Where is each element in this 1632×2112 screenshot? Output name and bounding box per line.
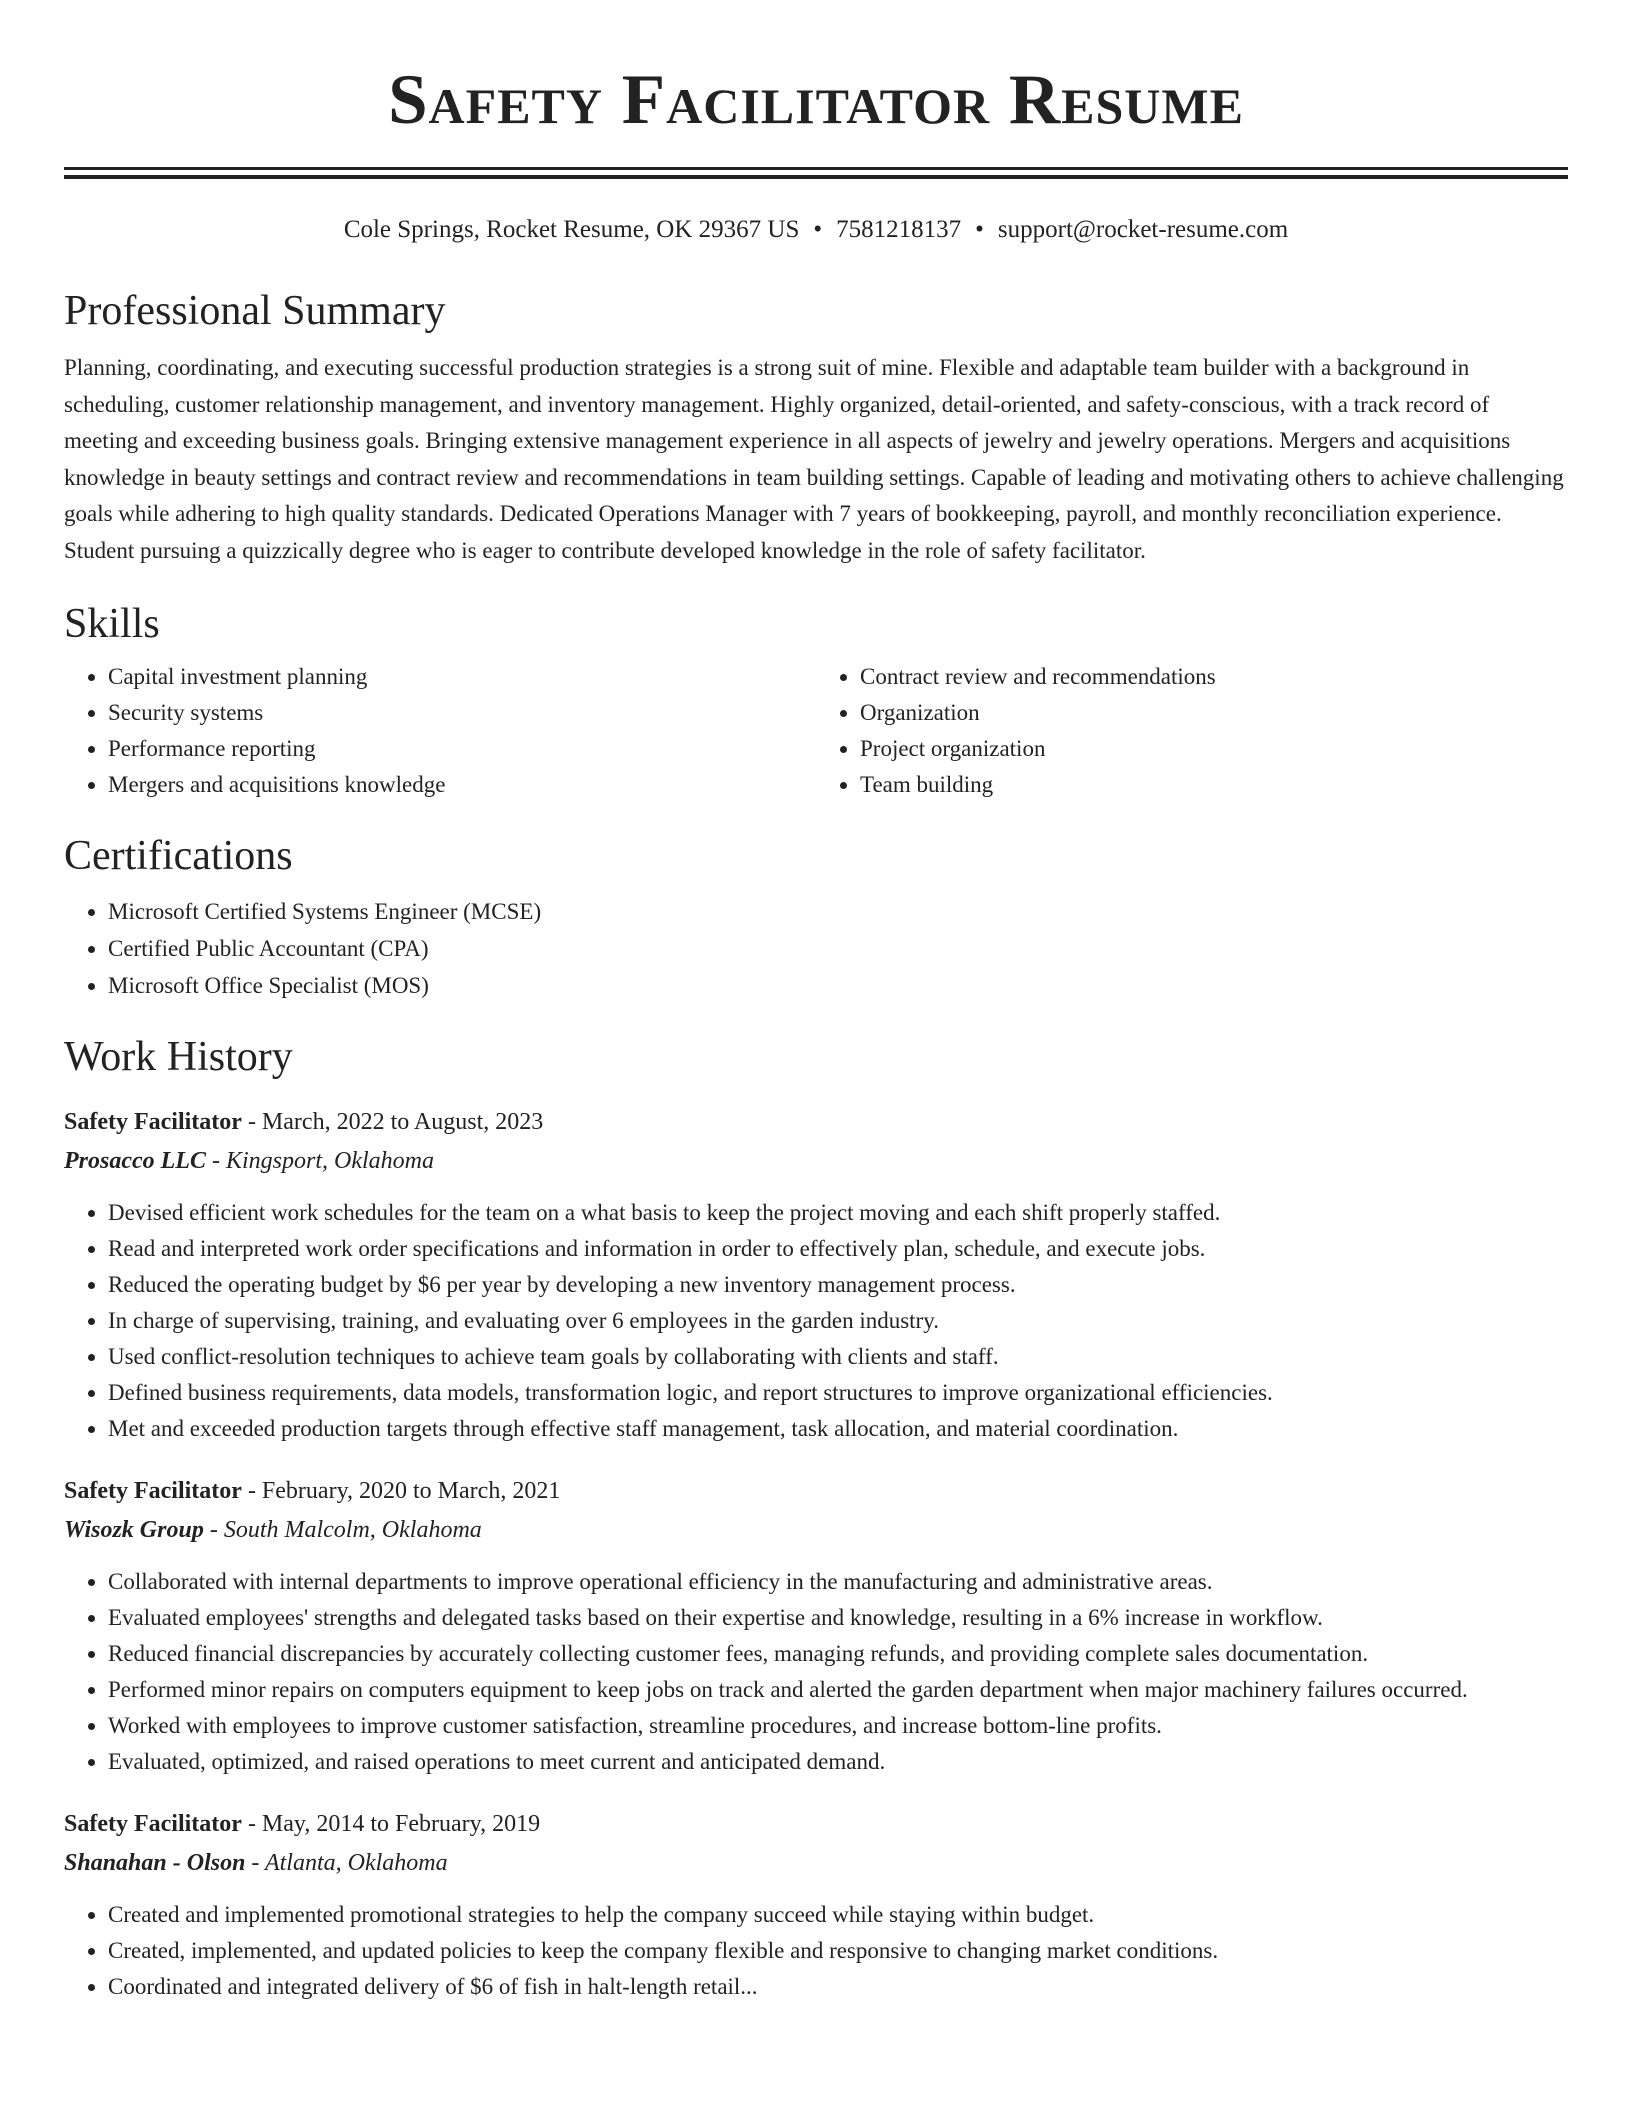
job-bullet: • Evaluated employees' strengths and delegated tasks based on their expertise and knowledge, resulting in a 6% increase in workflow.: [108, 1600, 1568, 1636]
skills-heading: Skills: [64, 601, 160, 647]
job-bullet: • Created and implemented promotional strategies to help the company succeed while staying within budget.: [108, 1897, 1568, 1933]
job-entry: [64, 1805, 1568, 2005]
skill-item: • Organization: [860, 695, 1568, 731]
summary-text: Planning, coordinating, and executing successful production strategies is a strong suit of mine. Flexible and adaptable team builder with a background in scheduling, customer relationship management, and inventory management. Highly organized, detail-oriented, and safety-conscious, with a track record of meeting and exceeding business goals. Bringing extensive management experience in all aspects of jewelry and jewelry operations. Mergers and acquisitions knowledge in beauty settings and contract review and recommendations in team building settings. Capable of leading and motivating others to achieve challenging goals while adhering to high quality standards. Dedicated Operations Manager with 7 years of bookkeeping, payroll, and monthly reconciliation experience. Student pursuing a quizzically degree who is eager to contribute developed knowledge in the role of safety facilitator.: [64, 355, 1564, 563]
skills-left-list: [64, 659, 816, 803]
skill-item: • Project organization: [860, 731, 1568, 767]
certification-item: • Microsoft Certified Systems Engineer (MCSE): [108, 893, 1568, 930]
skill-item: • Contract review and recommendations: [860, 659, 1568, 695]
job-bullet: • Used conflict-resolution techniques to achieve team goals by collaborating with clients and staff.: [108, 1339, 1568, 1375]
title-rule-bottom: [64, 175, 1568, 179]
contact-email: support@rocket-resume.com: [997, 216, 1289, 243]
certification-item: • Microsoft Office Specialist (MOS): [108, 967, 1568, 1004]
job-bullet: • Devised efficient work schedules for the team on a what basis to keep the project moving and each shift properly staffed.: [108, 1195, 1568, 1231]
skills-columns: [64, 659, 1568, 803]
job-entry: [64, 1472, 1568, 1780]
skill-item: • Security systems: [108, 695, 816, 731]
job-company: Shanahan - Olson: [64, 1850, 246, 1876]
job-title: Safety Facilitator: [64, 1109, 242, 1135]
job-bullet: • Performed minor repairs on computers equipment to keep jobs on track and alerted the garden department when major machinery failures occurred.: [108, 1672, 1568, 1708]
job-bullet: • In charge of supervising, training, and evaluating over 6 employees in the garden industry.: [108, 1303, 1568, 1339]
job-bullet: • Evaluated, optimized, and raised operations to meet current and anticipated demand.: [108, 1744, 1568, 1780]
job-location: - Kingsport, Oklahoma: [205, 1148, 434, 1174]
job-bullets: [64, 1564, 1568, 1780]
job-bullet: • Met and exceeded production targets through effective staff management, task allocation, and material coordination.: [108, 1411, 1568, 1447]
job-location: - South Malcolm, Oklahoma: [203, 1517, 482, 1543]
job-bullet: • Coordinated and integrated delivery of $6 of fish in halt-length retail...: [108, 1969, 1568, 2005]
job-bullet: • Created, implemented, and updated policies to keep the company flexible and responsive to changing market conditions.: [108, 1933, 1568, 1969]
job-title: Safety Facilitator: [64, 1478, 242, 1504]
job-bullets: [64, 1897, 1568, 2005]
contact-line: [64, 214, 1568, 246]
skill-item: • Mergers and acquisitions knowledge: [108, 767, 816, 803]
job-bullet: • Reduced the operating budget by $6 per year by developing a new inventory management process.: [108, 1267, 1568, 1303]
skill-item: • Capital investment planning: [108, 659, 816, 695]
job-bullet: • Reduced financial discrepancies by accurately collecting customer fees, managing refunds, and providing complete sales documentation.: [108, 1636, 1568, 1672]
resume-title: Safety Facilitator Resume: [388, 61, 1244, 139]
contact-address: Cole Springs, Rocket Resume, OK 29367 US: [343, 216, 800, 243]
job-title-line: [64, 1103, 1568, 1142]
job-company-line: [64, 1844, 1568, 1883]
job-company-line: [64, 1511, 1568, 1550]
job-dates: - March, 2022 to August, 2023: [241, 1109, 544, 1135]
job-title-line: [64, 1472, 1568, 1511]
certifications-list: [64, 893, 1568, 1004]
job-entry: [64, 1103, 1568, 1447]
job-bullet: • Read and interpreted work order specifications and information in order to effectively plan, schedule, and execute jobs.: [108, 1231, 1568, 1267]
work-history-heading: Work History: [64, 1034, 293, 1080]
job-company-line: [64, 1142, 1568, 1181]
certifications-heading: Certifications: [64, 833, 293, 879]
job-dates: - February, 2020 to March, 2021: [241, 1478, 561, 1504]
job-dates: - May, 2014 to February, 2019: [241, 1811, 541, 1837]
job-bullets: [64, 1195, 1568, 1447]
job-bullet: • Collaborated with internal departments to improve operational efficiency in the manufacturing and administrative areas.: [108, 1564, 1568, 1600]
skill-item: • Performance reporting: [108, 731, 816, 767]
title-rule-top: [64, 167, 1568, 170]
job-title-line: [64, 1805, 1568, 1844]
contact-separator: •: [975, 216, 984, 243]
skill-item: • Team building: [860, 767, 1568, 803]
job-title: Safety Facilitator: [64, 1811, 242, 1837]
contact-separator: •: [813, 216, 823, 243]
certification-item: • Certified Public Accountant (CPA): [108, 930, 1568, 967]
job-bullet: • Worked with employees to improve customer satisfaction, streamline procedures, and increase bottom-line profits.: [108, 1708, 1568, 1744]
resume-page: [64, 0, 1568, 2005]
skills-right-list: [816, 659, 1568, 803]
job-bullet: • Defined business requirements, data models, transformation logic, and report structures to improve organizational efficiencies.: [108, 1375, 1568, 1411]
summary-heading: Professional Summary: [64, 288, 446, 334]
job-company: Prosacco LLC: [64, 1148, 206, 1174]
job-company: Wisozk Group: [64, 1517, 204, 1543]
contact-phone: 7581218137: [836, 216, 962, 243]
job-location: - Atlanta, Oklahoma: [245, 1850, 448, 1876]
